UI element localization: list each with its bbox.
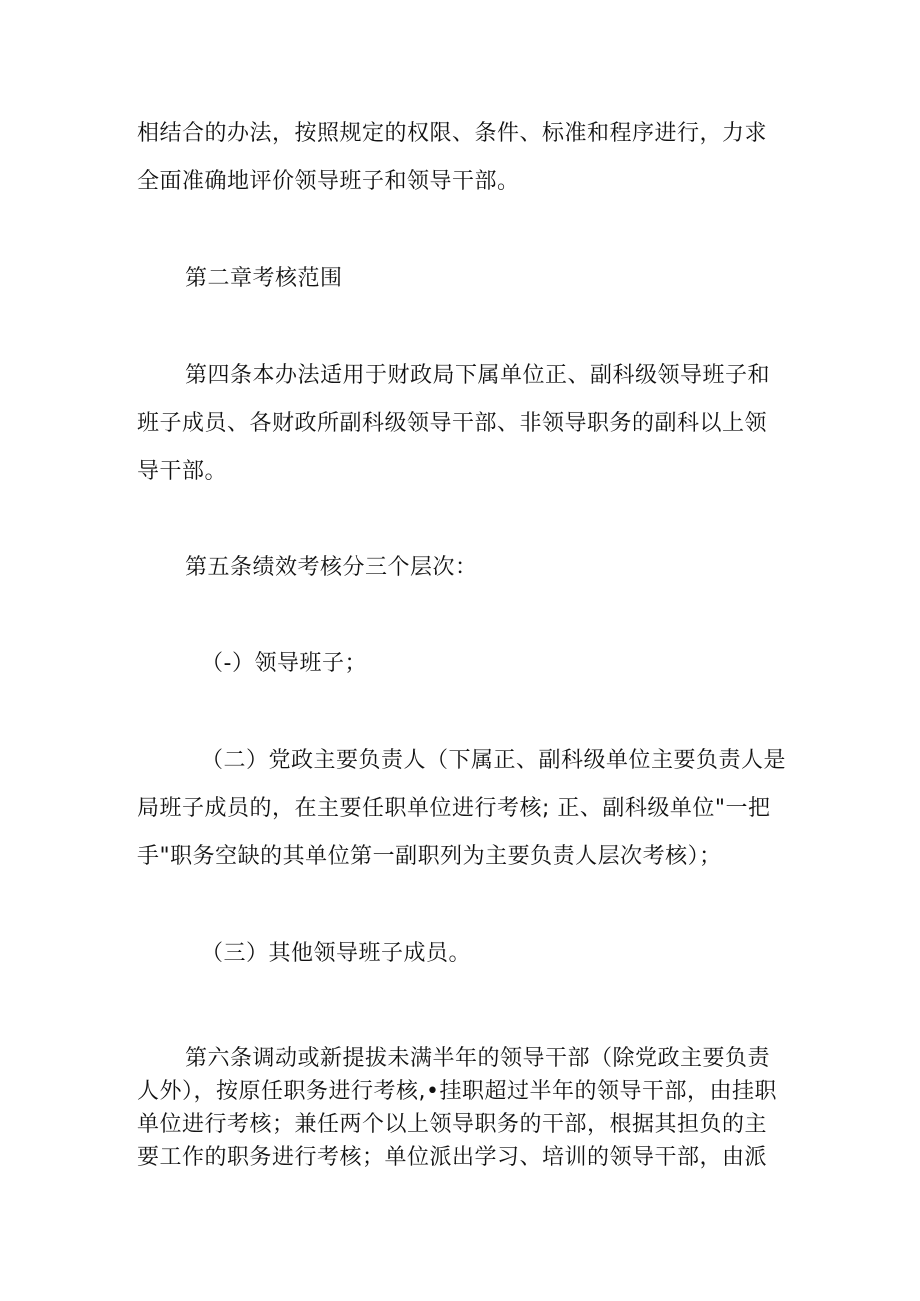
text-line: 要工作的职务进行考核；单位派出学习、培训的领导干部，由派 xyxy=(137,1145,768,1170)
article-4 xyxy=(137,352,789,496)
text-line: 班子成员、各财政所副科级领导干部、非领导职务的副科以上领 xyxy=(137,411,768,436)
chapter-heading xyxy=(137,255,837,303)
article-5 xyxy=(137,544,837,592)
text-line: （-）领导班子； xyxy=(201,651,367,676)
text-line: 局班子成员的，在主要任职单位进行考核; 正、副科级单位"一把 xyxy=(137,796,771,821)
text-line: 第四条本办法适用于财政局下属单位正、副科级领导班子和 xyxy=(185,363,771,388)
list-item-3 xyxy=(137,930,853,978)
list-item-2 xyxy=(137,737,789,881)
article-6 xyxy=(137,1042,789,1174)
text-line: （三）其他领导班子成员。 xyxy=(201,941,472,966)
text-line: 人外），按原任职务进行考核,•挂职超过半年的领导干部，由挂职 xyxy=(137,1079,777,1104)
text-line: 导干部。 xyxy=(137,459,228,484)
text-line: 手"职务空缺的其单位第一副职列为主要负责人层次考核）； xyxy=(137,844,722,869)
text-line: 全面准确地评价领导班子和领导干部。 xyxy=(137,169,520,194)
text-line: 相结合的办法，按照规定的权限、条件、标准和程序进行，力求 xyxy=(137,121,768,146)
chapter-2-title: 第二章考核范围 xyxy=(185,266,343,291)
text-line: （二）党政主要负责人（下属正、副科级单位主要负责人是 xyxy=(201,748,787,773)
paragraph-continuation xyxy=(137,110,789,206)
text-line: 第六条调动或新提拔未满半年的领导干部（除党政主要负责 xyxy=(185,1046,771,1071)
list-item-1 xyxy=(137,640,853,688)
text-line: 单位进行考核；兼任两个以上领导职务的干部，根据其担负的主 xyxy=(137,1112,768,1137)
text-line: 第五条绩效考核分三个层次： xyxy=(185,555,478,580)
